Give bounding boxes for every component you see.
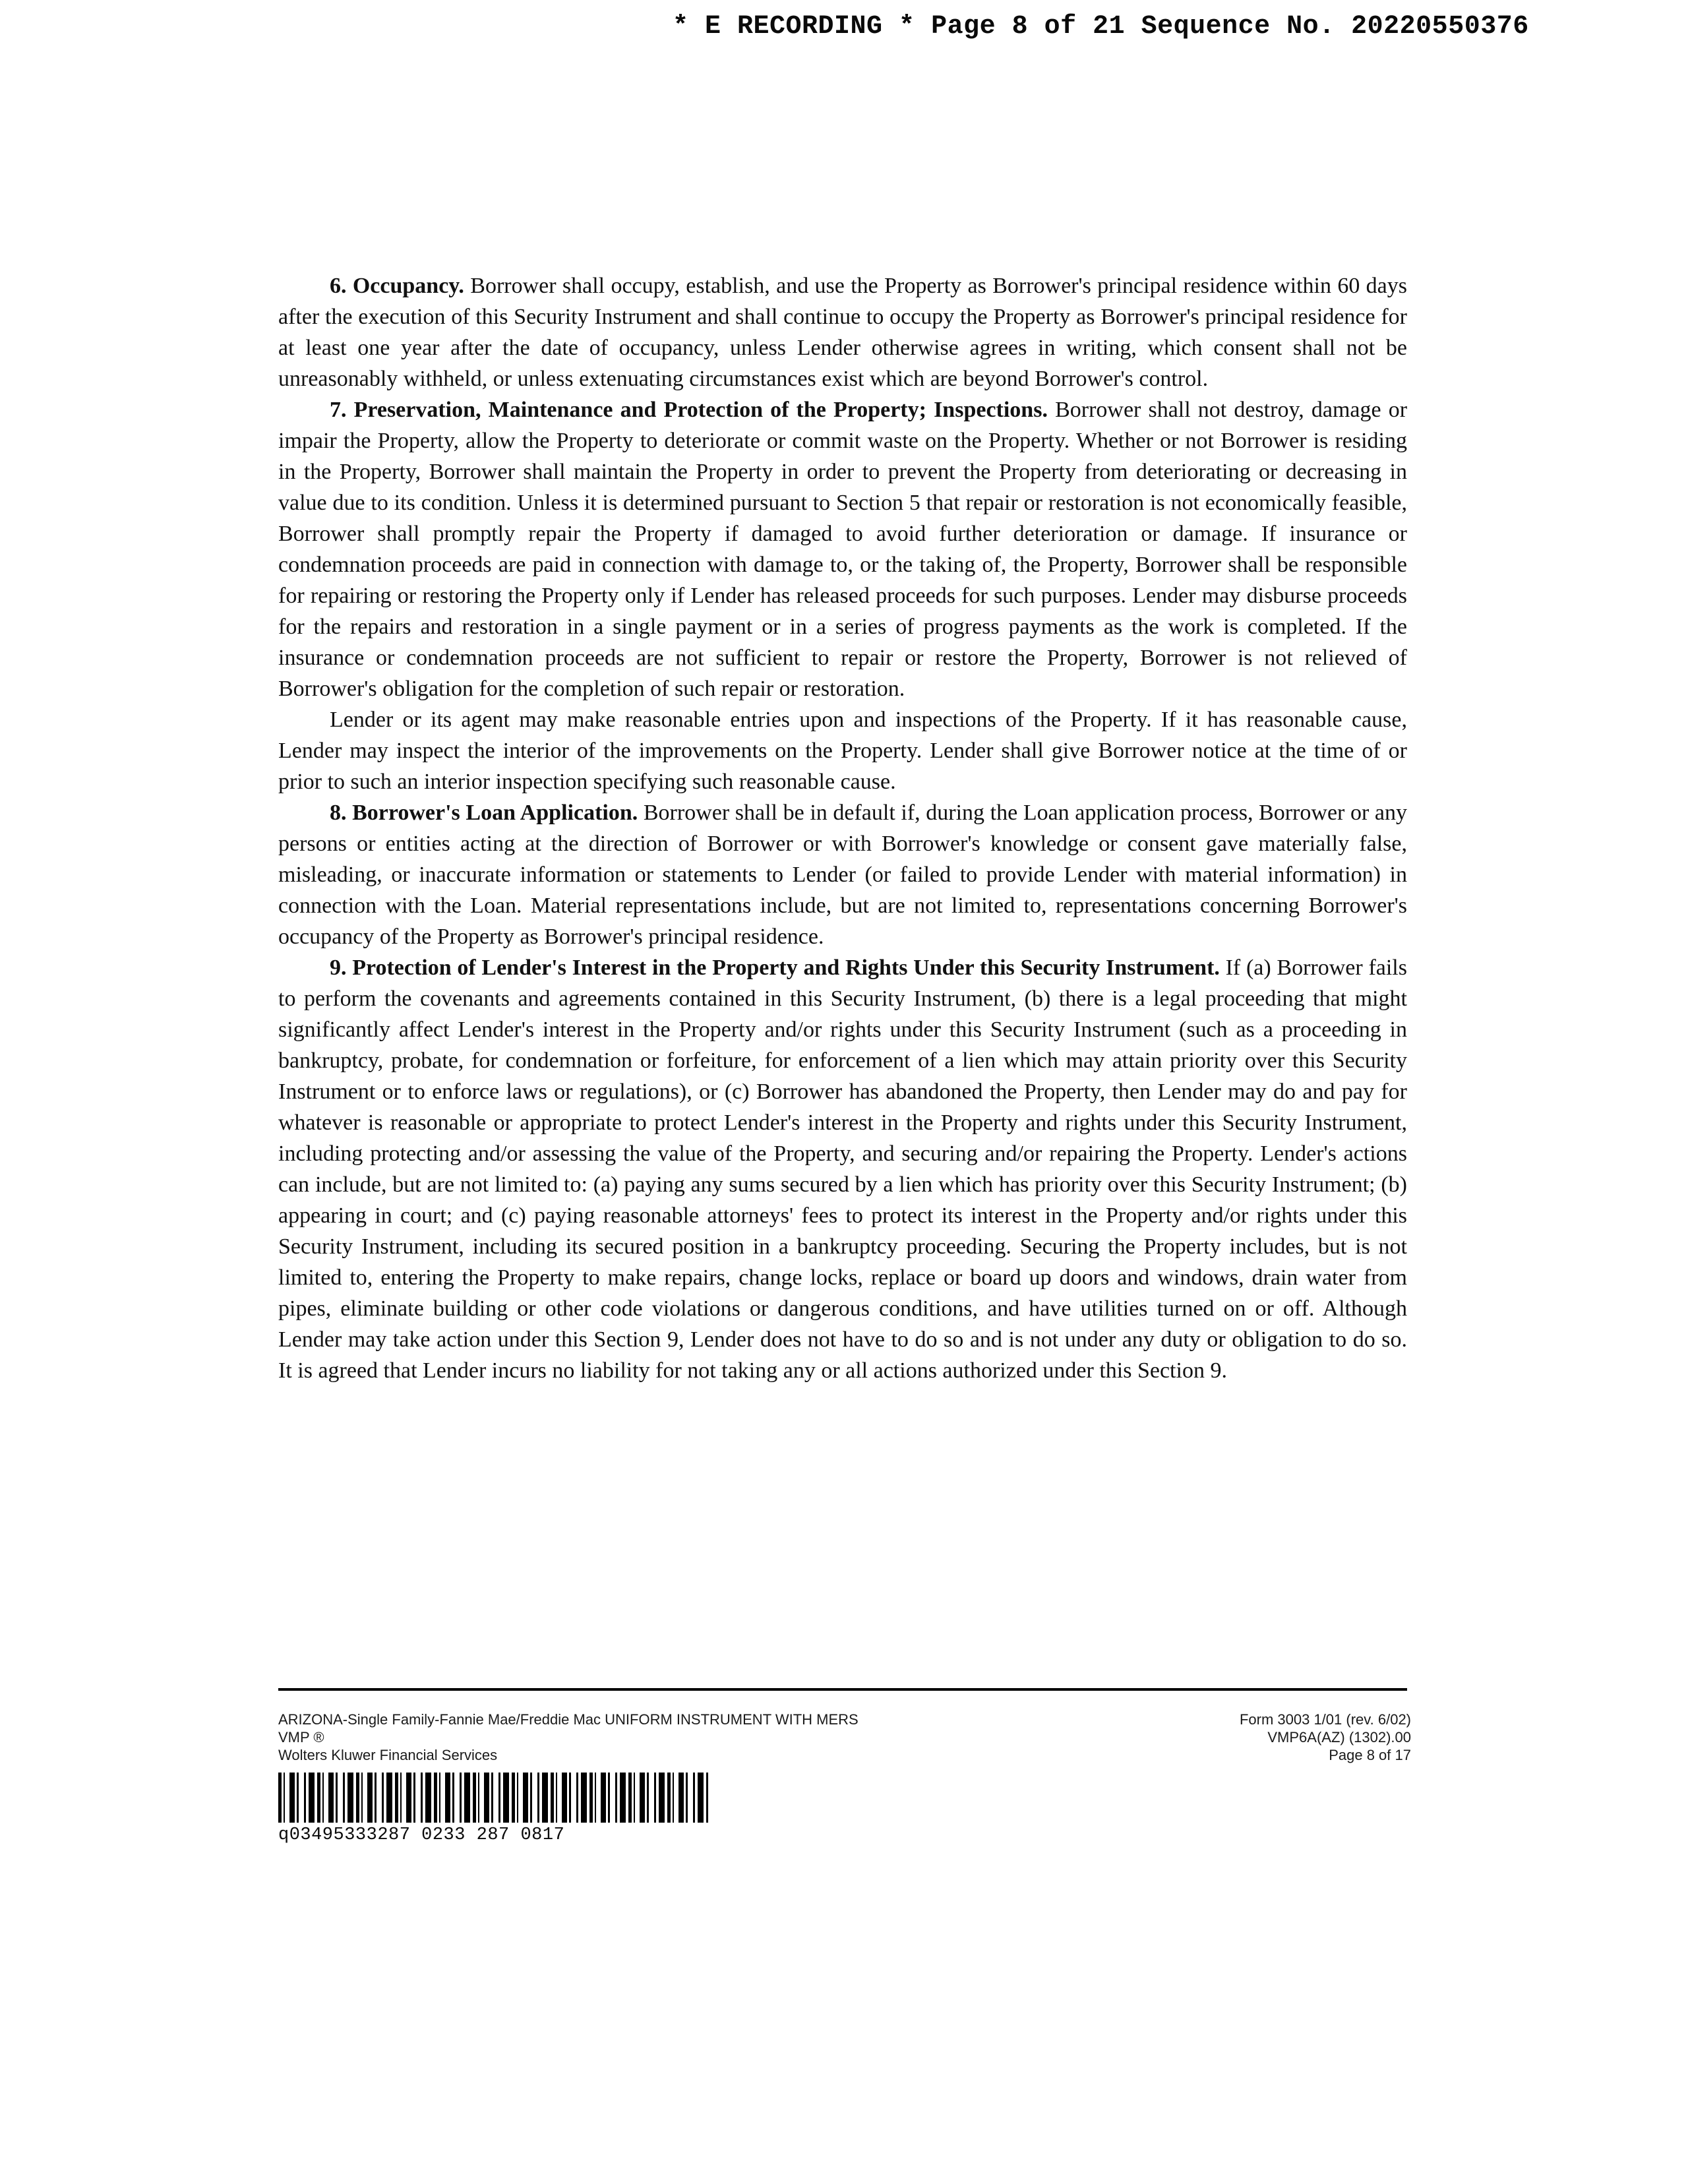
footer-form-number: Form 3003 1/01 (rev. 6/02) bbox=[1239, 1711, 1411, 1728]
barcode-text: q03495333287 0233 287 0817 bbox=[278, 1825, 565, 1845]
paragraph-section-6 bbox=[278, 270, 1407, 394]
section-7-heading: 7. Preservation, Maintenance and Protection of the Property; Inspections. bbox=[330, 398, 1048, 422]
footer-wolters-kluwer-line: Wolters Kluwer Financial Services bbox=[278, 1747, 498, 1763]
section-8-heading: 8. Borrower's Loan Application. bbox=[330, 801, 638, 825]
section-6-heading: 6. Occupancy. bbox=[330, 274, 464, 298]
e-recording-header: * E RECORDING * Page 8 of 21 Sequence No. 20220550376 bbox=[673, 12, 1529, 42]
footer-divider bbox=[278, 1688, 1407, 1691]
footer-right-block bbox=[950, 1711, 1411, 1764]
section-7-text: Borrower shall not destroy, damage or impair the Property, allow the Property to deteriorate or commit waste on the Property. Whether or not Borrower is residing in the Property, Borrower shall maintain the Property in order to prevent the Property from deteriorating or decreasing in value due to its condition. Unless it is determined pursuant to Section 5 that repair or restoration is not economically feasible, Borrower shall promptly repair the Property if damaged to avoid further deterioration or damage. If insurance or condemnation proceeds are paid in connection with damage to, or the taking of, the Property, Borrower shall be responsible for repairing or restoring the Property only if Lender has released proceeds for such purposes. Lender may disburse proceeds for the repairs and restoration in a single payment or in a series of progress payments as the work is completed. If the insurance or condemnation proceeds are not sufficient to repair or restore the Property, Borrower is not relieved of Borrower's obligation for the completion of such repair or restoration. bbox=[278, 398, 1408, 701]
footer-instrument-line: ARIZONA-Single Family-Fannie Mae/Freddie Mac UNIFORM INSTRUMENT WITH MERS bbox=[278, 1711, 859, 1728]
section-6-text: Borrower shall occupy, establish, and use the Property as Borrower's principal residence within 60 days after the execution of this Security Instrument and shall continue to occupy the Property as Borrower's principal residence for at least one year after the date of occupancy, unless Lender otherwise agrees in writing, which consent shall not be unreasonably withheld, or unless extenuating circumstances exist which are beyond Borrower's control. bbox=[278, 274, 1407, 391]
paragraph-section-9 bbox=[278, 952, 1407, 1386]
footer-left-block bbox=[278, 1711, 1004, 1764]
barcode bbox=[278, 1773, 708, 1823]
footer-vmp-line: VMP ® bbox=[278, 1729, 324, 1745]
paragraph-inspections bbox=[278, 704, 1407, 797]
section-8-text: Borrower shall be in default if, during the Loan application process, Borrower or any persons or entities acting at the direction of Borrower or with Borrower's knowledge or consent gave materially false, misleading, or inaccurate information or statements to Lender (or failed to provide Lender with material information) in connection with the Loan. Material representations include, but are not limited to, representations concerning Borrower's occupancy of the Property as Borrower's principal residence. bbox=[278, 801, 1407, 949]
footer-vmp-code: VMP6A(AZ) (1302).00 bbox=[1267, 1729, 1411, 1745]
section-9-heading: 9. Protection of Lender's Interest in the Property and Rights Under this Security Instrument. bbox=[330, 956, 1220, 980]
footer-page-number: Page 8 of 17 bbox=[1329, 1747, 1411, 1763]
document-body bbox=[278, 270, 1407, 1386]
paragraph-section-8 bbox=[278, 797, 1407, 952]
inspections-text: Lender or its agent may make reasonable entries upon and inspections of the Property. If it has reasonable cause, Lender may inspect the interior of the improvements on the Property. Lender shall give Borrower notice at the time of or prior to such an interior inspection specifying such reasonable cause. bbox=[278, 708, 1407, 794]
section-9-text: If (a) Borrower fails to perform the covenants and agreements contained in this Security Instrument, (b) there is a legal proceeding that might significantly affect Lender's interest in the Property and/or rights under this Security Instrument (such as a proceeding in bankruptcy, probate, for condemnation or forfeiture, for enforcement of a lien which may attain priority over this Security Instrument or to enforce laws or regulations), or (c) Borrower has abandoned the Property, then Lender may do and pay for whatever is reasonable or appropriate to protect Lender's interest in the Property and rights under this Security Instrument, including protecting and/or assessing the value of the Property, and securing and/or repairing the Property. Lender's actions can include, but are not limited to: (a) paying any sums secured by a lien which has priority over this Security Instrument; (b) appearing in court; and (c) paying reasonable attorneys' fees to protect its interest in the Property and/or rights under this Security Instrument, including its secured position in a bankruptcy proceeding. Securing the Property includes, but is not limited to, entering the Property to make repairs, change locks, replace or board up doors and windows, drain water from pipes, eliminate building or other code violations or dangerous conditions, and have utilities turned on or off. Although Lender may take action under this Section 9, Lender does not have to do so and is not under any duty or obligation to do so. It is agreed that Lender incurs no liability for not taking any or all actions authorized under this Section 9. bbox=[278, 956, 1407, 1383]
paragraph-section-7 bbox=[278, 394, 1407, 704]
